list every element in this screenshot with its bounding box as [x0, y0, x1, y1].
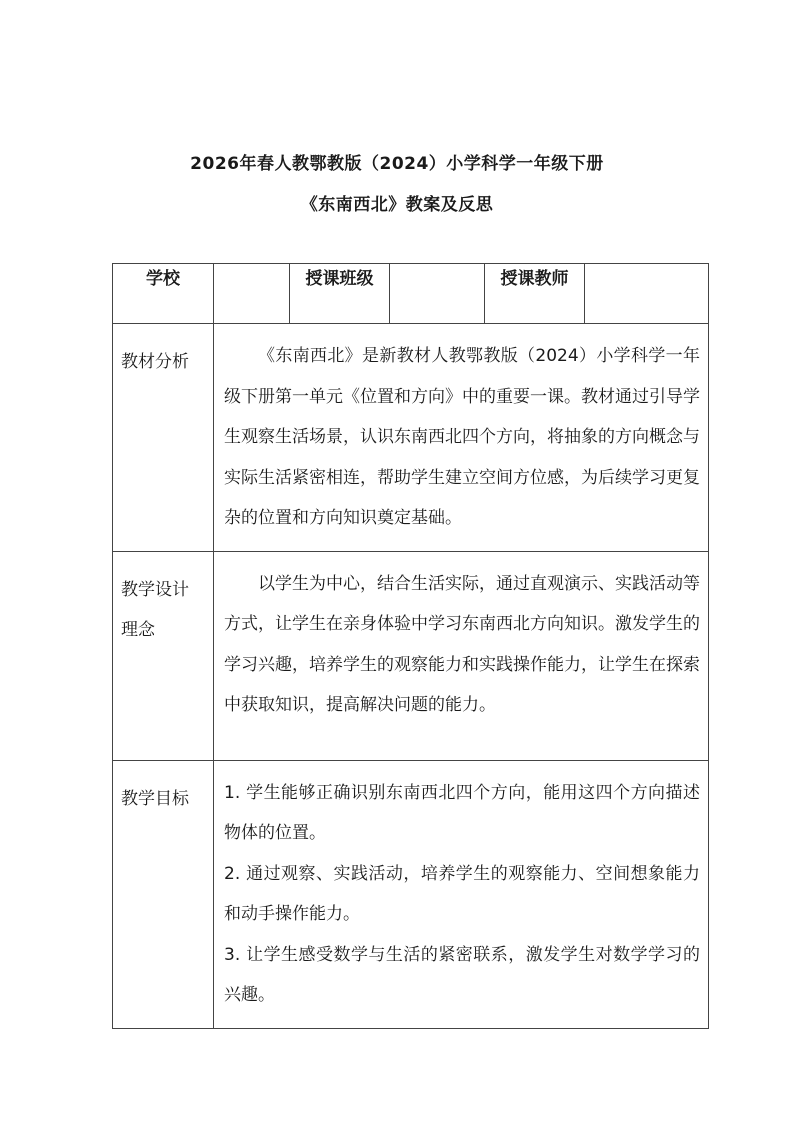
design-concept-text: 以学生为中心，结合生活实际，通过直观演示、实践活动等方式，让学生在亲身体验中学习东南西北方向知识。激发学生的学习兴趣，培养学生的观察能力和实践操作能力，让学生在探索中获取知识，提高解决问题的能力。	[224, 573, 700, 715]
table-row-teaching-goals	[113, 760, 709, 1028]
row-label-material-analysis	[113, 324, 214, 552]
goal-item: 1. 学生能够正确识别东南西北四个方向，能用这四个方向描述物体的位置。	[224, 782, 700, 843]
row-content-teaching-goals	[214, 760, 709, 1028]
row-label-text: 教材分析	[121, 352, 189, 372]
teacher-value	[585, 264, 709, 324]
document-subtitle: 《东南西北》教案及反思	[300, 195, 494, 215]
row-label-text: 理念	[121, 619, 155, 640]
class-label: 授课班级	[290, 264, 390, 324]
row-label-text: 教学目标	[121, 788, 189, 809]
row-label-design-concept	[113, 551, 214, 760]
row-label-text: 教学设计	[121, 579, 189, 600]
row-content-design-concept	[214, 551, 709, 760]
material-analysis-text: 《东南西北》是新教材人教鄂教版（2024）小学科学一年级下册第一单元《位置和方向》中的重要一课。教材通过引导学生观察生活场景，认识东南西北四个方向，将抽象的方向概念与实际生活紧密相连，帮助学生建立空间方位感，为后续学习更复杂的位置和方向知识奠定基础。	[224, 346, 700, 528]
document-title: 2026年春人教鄂教版（2024）小学科学一年级下册	[190, 154, 604, 174]
header-row	[113, 264, 709, 324]
row-label-teaching-goals	[113, 760, 214, 1028]
table-row-material-analysis	[113, 324, 709, 552]
row-content-material-analysis	[214, 324, 709, 552]
goal-item: 2. 通过观察、实践活动，培养学生的观察能力、空间想象能力和动手操作能力。	[224, 863, 700, 924]
table-row-design-concept	[113, 551, 709, 760]
class-value	[390, 264, 485, 324]
school-value	[214, 264, 290, 324]
goal-item: 3. 让学生感受数学与生活的紧密联系，激发学生对数学学习的兴趣。	[224, 944, 700, 1005]
school-label: 学校	[113, 264, 214, 324]
lesson-plan-table	[112, 263, 709, 1029]
teacher-label: 授课教师	[485, 264, 585, 324]
